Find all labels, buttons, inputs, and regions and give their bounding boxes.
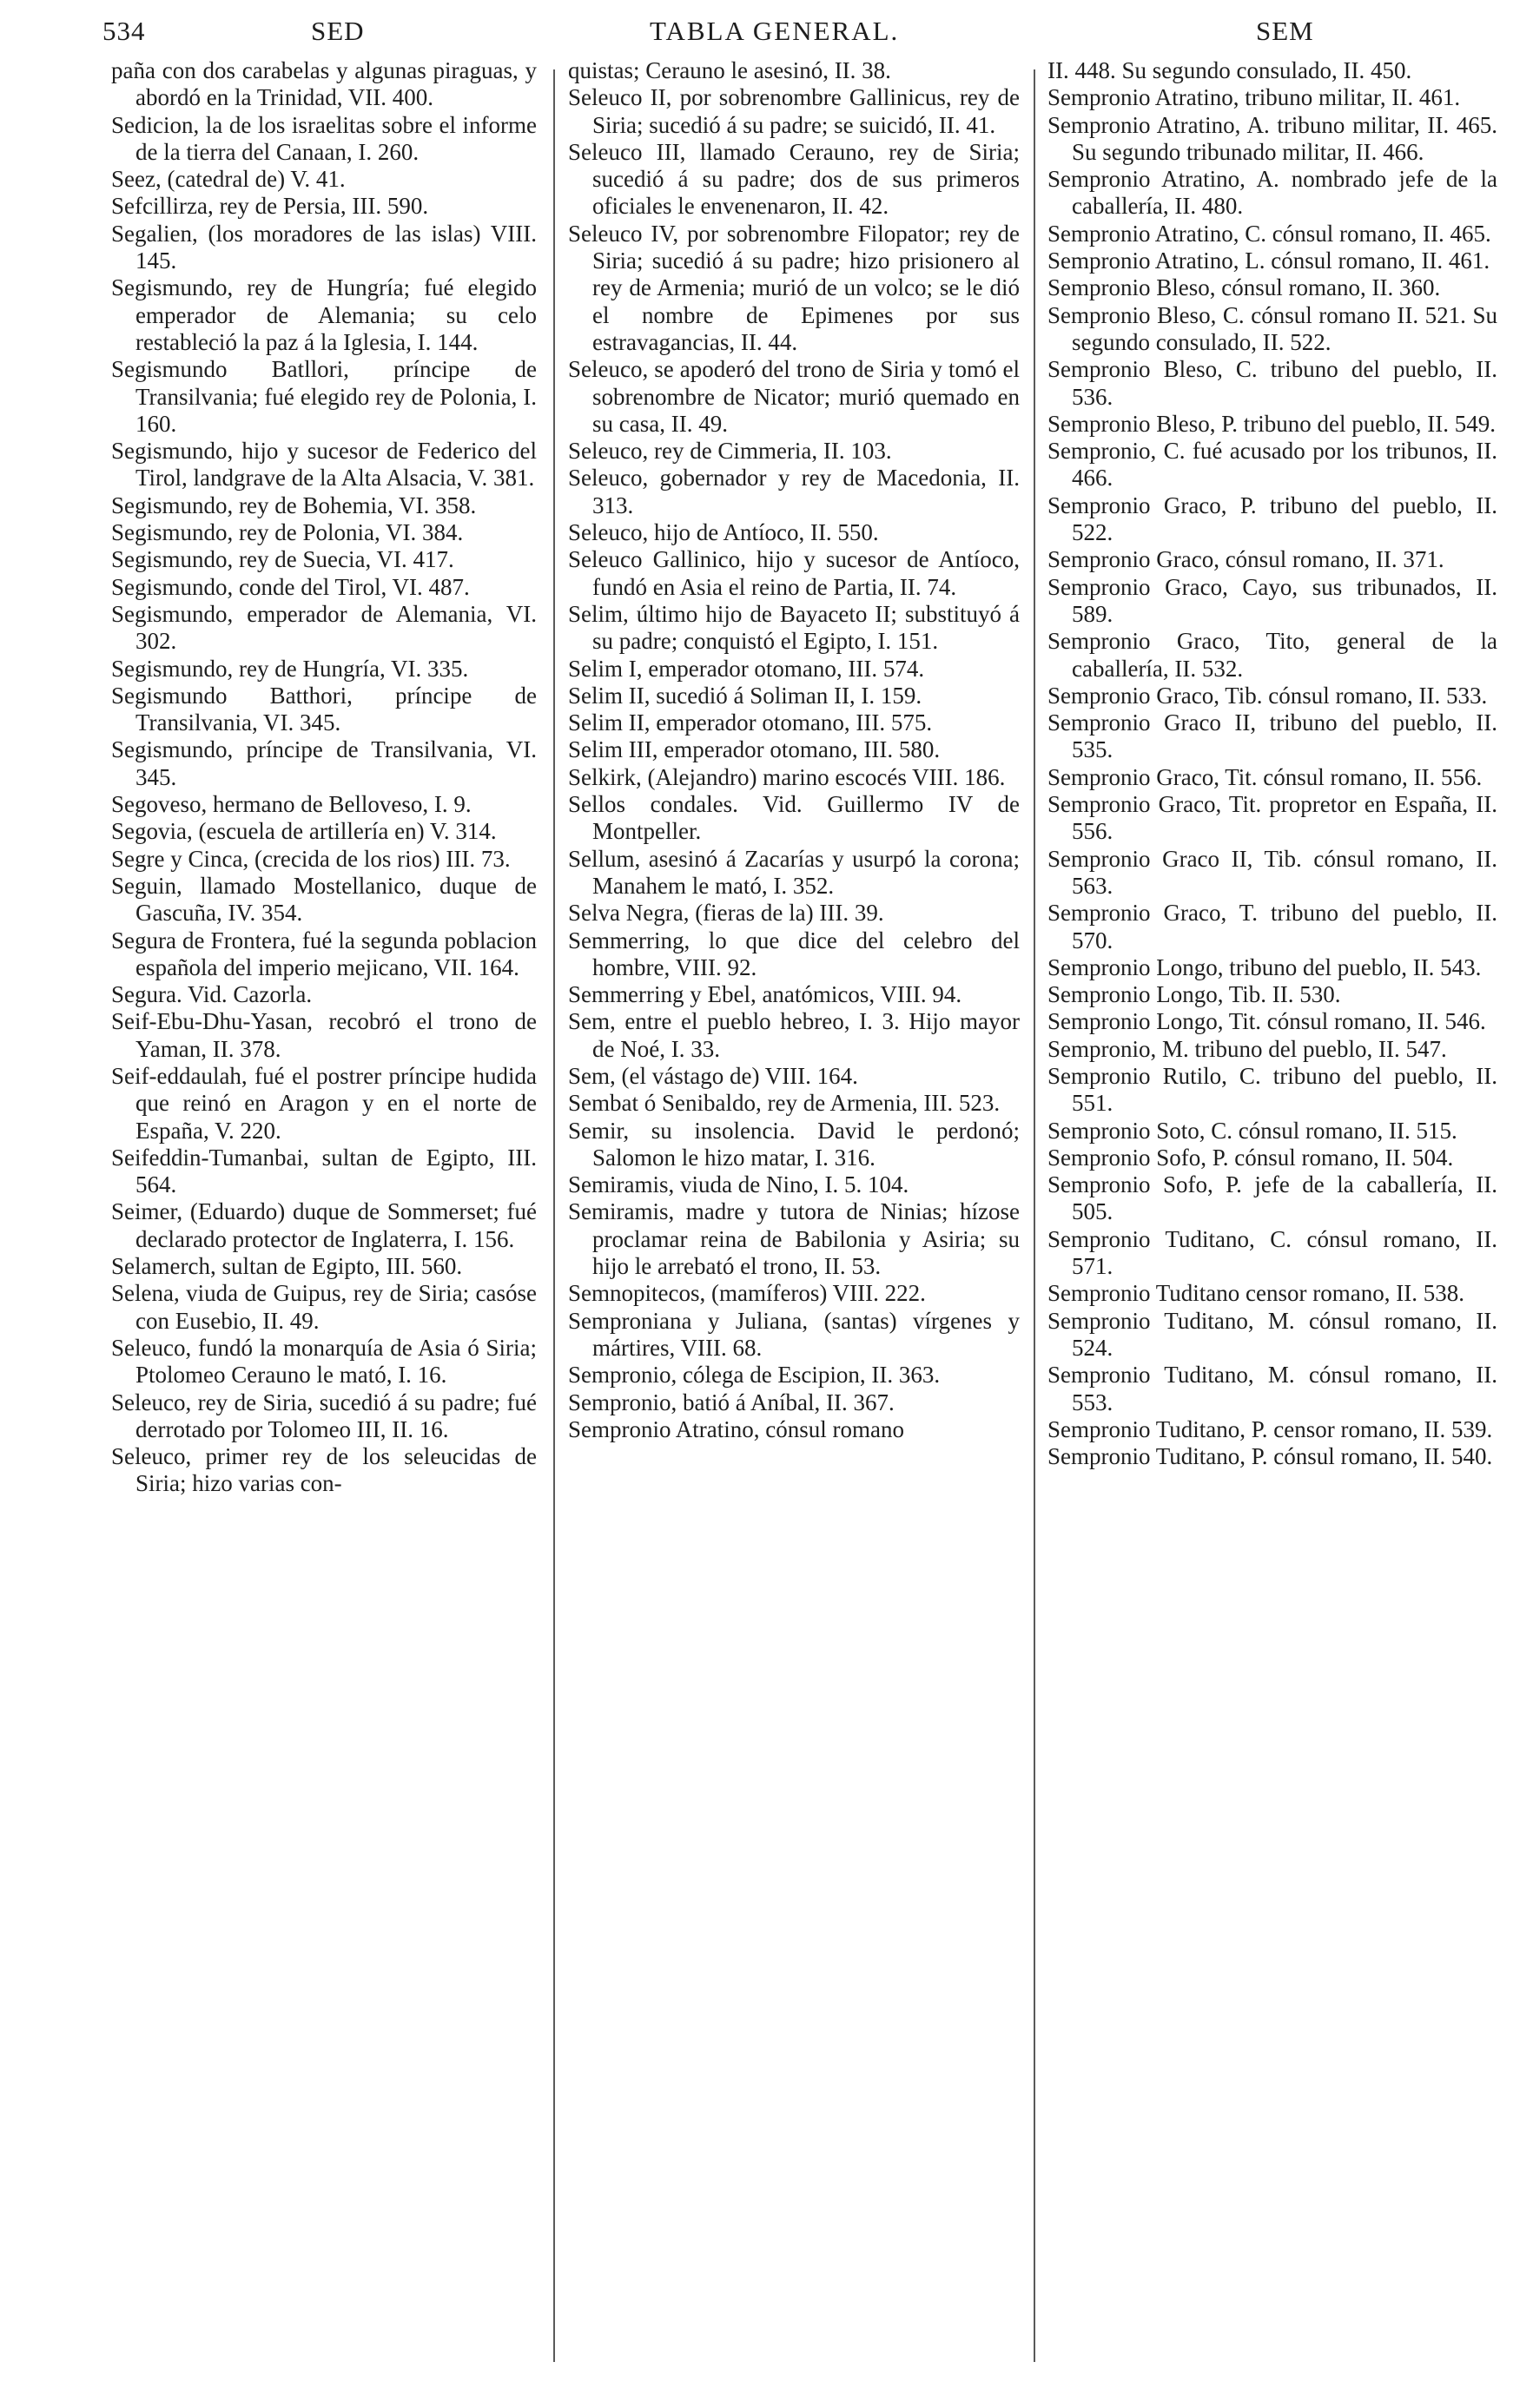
- index-column-3: [1047, 57, 1497, 1470]
- page-number: 534: [102, 16, 146, 46]
- index-entry: Sempronio Bleso, cónsul romano, II. 360.: [1047, 274, 1441, 301]
- index-entry: Segismundo, rey de Suecia, VI. 417.: [111, 546, 454, 573]
- index-entry: Selim I, emperador otomano, III. 574.: [568, 655, 925, 682]
- index-entry: Seleuco, primer rey de los seleucidas de Siria; hizo varias con-: [111, 1443, 537, 1497]
- index-entry: Sempronio Atratino, A. tribuno militar, II. 465. Su segundo tribunado militar, II. 466.: [1047, 111, 1497, 165]
- header-left-guide-word: SED: [311, 16, 365, 46]
- index-entry: Sempronio Atratino, cónsul romano: [568, 1415, 904, 1442]
- index-entry: Selkirk, (Alejandro) marino escocés VIII. 186.: [568, 763, 1006, 790]
- index-entry: Sempronio Tuditano, P. censor romano, II. 539.: [1047, 1415, 1493, 1442]
- index-entry: Segoveso, hermano de Belloveso, I. 9.: [111, 791, 472, 818]
- index-entry: Sempronio, M. tribuno del pueblo, II. 547.: [1047, 1035, 1447, 1062]
- index-entry: Seleuco IV, por sobrenombre Filopator; rey de Siria; sucedió á su padre; hizo prisionero al rey de Armenia; murió de un volco; se le dió el nombre de Epimenes por sus estravagancias, II. 44.: [568, 220, 1020, 355]
- index-entry: Sempronio Tuditano, M. cónsul romano, II. 553.: [1047, 1362, 1497, 1415]
- index-entry: Segismundo Batllori, príncipe de Transilvania; fué elegido rey de Polonia, I. 160.: [111, 356, 537, 437]
- index-entry: Sempronio Graco, P. tribuno del pueblo, II. 522.: [1047, 491, 1497, 546]
- index-column-2: [568, 57, 1020, 1443]
- index-entry: Segre y Cinca, (crecida de los rios) III. 73.: [111, 845, 511, 872]
- index-column-1: [111, 57, 537, 1498]
- index-entry: Segismundo, hijo y sucesor de Federico del Tirol, landgrave de la Alta Alsacia, V. 381.: [111, 438, 537, 491]
- index-entry: Seleuco, hijo de Antíoco, II. 550.: [568, 519, 879, 546]
- index-entry: Selim II, emperador otomano, III. 575.: [568, 709, 933, 736]
- index-entry: Selim III, emperador otomano, III. 580.: [568, 736, 941, 763]
- index-entry: Sempronio, C. fué acusado por los tribunos, II. 466.: [1047, 438, 1497, 491]
- index-entry: paña con dos carabelas y algunas piraguas, y abordó en la Trinidad, VII. 400.: [111, 57, 537, 111]
- running-header: [102, 16, 1492, 59]
- index-entry: Selena, viuda de Guipus, rey de Siria; casóse con Eusebio, II. 49.: [111, 1280, 537, 1334]
- index-entry: Sellos condales. Vid. Guillermo IV de Montpeller.: [568, 791, 1020, 845]
- index-entry: Sempronio Tuditano censor romano, II. 538.: [1047, 1280, 1464, 1307]
- index-entry: Semmerring y Ebel, anatómicos, VIII. 94.: [568, 981, 962, 1008]
- index-entry: Sempronio, cólega de Escipion, II. 363.: [568, 1362, 941, 1389]
- index-entry: Segovia, (escuela de artillería en) V. 314.: [111, 818, 497, 845]
- index-entry: Segismundo, rey de Polonia, VI. 384.: [111, 519, 464, 546]
- index-entry: Seez, (catedral de) V. 41.: [111, 166, 346, 193]
- index-entry: Segismundo, conde del Tirol, VI. 487.: [111, 573, 470, 600]
- index-entry: Sempronio, batió á Aníbal, II. 367.: [568, 1389, 895, 1415]
- index-entry: Segismundo Batthori, príncipe de Transilvania, VI. 345.: [111, 682, 537, 736]
- index-entry: Selva Negra, (fieras de la) III. 39.: [568, 900, 884, 927]
- index-entry: Seleuco III, llamado Cerauno, rey de Siria; sucedió á su padre; dos de sus primeros oficiales le envenenaron, II. 42.: [568, 138, 1020, 220]
- index-entry: Sempronio Graco, Tit. cónsul romano, II. 556.: [1047, 763, 1483, 790]
- index-entry: Sempronio Longo, Tit. cónsul romano, II. 546.: [1047, 1008, 1486, 1035]
- index-entry: Sempronio Graco, T. tribuno del pueblo, II. 570.: [1047, 900, 1497, 953]
- index-entry: Seleuco, gobernador y rey de Macedonia, II. 313.: [568, 465, 1020, 518]
- index-entry: Seif-Ebu-Dhu-Yasan, recobró el trono de Yaman, II. 378.: [111, 1008, 537, 1062]
- index-entry: Sempronio Graco, Cayo, sus tribunados, II. 589.: [1047, 573, 1497, 627]
- index-entry: Sempronio Graco, Tib. cónsul romano, II. 533.: [1047, 682, 1488, 709]
- index-entry: Sempronio Atratino, C. cónsul romano, II. 465.: [1047, 220, 1491, 247]
- index-entry: Semmerring, lo que dice del celebro del hombre, VIII. 92.: [568, 927, 1020, 980]
- index-entry: Seimer, (Eduardo) duque de Sommerset; fué declarado protector de Inglaterra, I. 156.: [111, 1198, 537, 1252]
- index-entry: Seguin, llamado Mostellanico, duque de Gascuña, IV. 354.: [111, 872, 537, 927]
- index-entry: Sempronio Atratino, A. nombrado jefe de la caballería, II. 480.: [1047, 166, 1497, 220]
- index-entry: Seleuco Gallinico, hijo y sucesor de Antíoco, fundó en Asia el reino de Partia, II. 74.: [568, 546, 1020, 600]
- index-entry: Sempronio Tuditano, M. cónsul romano, II. 524.: [1047, 1307, 1497, 1361]
- index-entry: Semproniana y Juliana, (santas) vírgenes y mártires, VIII. 68.: [568, 1307, 1020, 1361]
- index-entry: Segismundo, emperador de Alemania, VI. 302.: [111, 600, 537, 655]
- index-entry: Sempronio Graco, Tit. propretor en España, II. 556.: [1047, 791, 1497, 845]
- index-entry: Semir, su insolencia. David le perdonó; Salomon le hizo matar, I. 316.: [568, 1117, 1020, 1171]
- index-entry: Selim II, sucedió á Soliman II, I. 159.: [568, 682, 922, 709]
- index-entry: Sedicion, la de los israelitas sobre el informe de la tierra del Canaan, I. 260.: [111, 111, 537, 165]
- index-entry: Sempronio Rutilo, C. tribuno del pueblo, II. 551.: [1047, 1062, 1497, 1117]
- index-entry: Sempronio Atratino, tribuno militar, II. 461.: [1047, 84, 1461, 111]
- index-entry: Seleuco, rey de Siria, sucedió á su padre; fué derrotado por Tolomeo III, II. 16.: [111, 1389, 537, 1442]
- index-entry: Sempronio Bleso, C. tribuno del pueblo, II. 536.: [1047, 356, 1497, 410]
- column-divider: [553, 69, 555, 2362]
- index-entry: Sempronio Tuditano, P. cónsul romano, II. 540.: [1047, 1443, 1493, 1470]
- index-entry: Sempronio Longo, tribuno del pueblo, II. 543.: [1047, 953, 1482, 980]
- index-entry: Segismundo, rey de Hungría, VI. 335.: [111, 655, 469, 682]
- index-entry: Sempronio Tuditano, C. cónsul romano, II. 571.: [1047, 1225, 1497, 1280]
- index-entry: Segismundo, rey de Hungría; fué elegido emperador de Alemania; su celo restableció la paz á la Iglesia, I. 144.: [111, 274, 537, 355]
- index-entry: quistas; Cerauno le asesinó, II. 38.: [568, 57, 891, 83]
- header-right-guide-word: SEM: [1256, 16, 1314, 46]
- index-entry: Sempronio Graco II, tribuno del pueblo, II. 535.: [1047, 709, 1497, 763]
- index-entry: Semiramis, madre y tutora de Ninias; hízose proclamar reina de Babilonia y Asiria; su hijo le arrebató el trono, II. 53.: [568, 1198, 1020, 1280]
- index-entry: Segismundo, príncipe de Transilvania, VI. 345.: [111, 736, 537, 790]
- index-entry: II. 448. Su segundo consulado, II. 450.: [1047, 57, 1412, 83]
- index-entry: Semiramis, viuda de Nino, I. 5. 104.: [568, 1171, 909, 1198]
- column-divider: [1034, 69, 1035, 2362]
- header-title: TABLA GENERAL.: [650, 16, 900, 46]
- index-entry: Semnopitecos, (mamíferos) VIII. 222.: [568, 1280, 926, 1307]
- index-entry: Seifeddin-Tumanbai, sultan de Egipto, III. 564.: [111, 1144, 537, 1198]
- index-entry: Seleuco, rey de Cimmeria, II. 103.: [568, 438, 892, 465]
- index-entry: Seleuco II, por sobrenombre Gallinicus, rey de Siria; sucedió á su padre; se suicidó, II. 41.: [568, 84, 1020, 138]
- index-entry: Selamerch, sultan de Egipto, III. 560.: [111, 1253, 463, 1280]
- index-entry: Seif-eddaulah, fué el postrer príncipe hudida que reinó en Aragon y en el norte de España, V. 220.: [111, 1062, 537, 1144]
- index-entry: Seleuco, fundó la monarquía de Asia ó Siria; Ptolomeo Cerauno le mató, I. 16.: [111, 1334, 537, 1389]
- index-entry: Selim, último hijo de Bayaceto II; substituyó á su padre; conquistó el Egipto, I. 151.: [568, 600, 1020, 655]
- index-entry: Segalien, (los moradores de las islas) VIII. 145.: [111, 220, 537, 274]
- index-entry: Sempronio Bleso, P. tribuno del pueblo, II. 549.: [1047, 410, 1496, 437]
- index-entry: Sempronio Graco, Tito, general de la caballería, II. 532.: [1047, 628, 1497, 682]
- index-entry: Sempronio Graco, cónsul romano, II. 371.: [1047, 546, 1444, 573]
- index-entry: Seleuco, se apoderó del trono de Siria y tomó el sobrenombre de Nicator; murió quemado en su casa, II. 49.: [568, 356, 1020, 437]
- index-entry: Sempronio Sofo, P. cónsul romano, II. 504.: [1047, 1144, 1454, 1171]
- index-entry: Sembat ó Senibaldo, rey de Armenia, III. 523.: [568, 1090, 1001, 1117]
- index-entry: Sempronio Bleso, C. cónsul romano II. 521. Su segundo consulado, II. 522.: [1047, 301, 1497, 355]
- index-entry: Sellum, asesinó á Zacarías y usurpó la corona; Manahem le mató, I. 352.: [568, 845, 1020, 899]
- index-entry: Sefcillirza, rey de Persia, III. 590.: [111, 193, 429, 220]
- index-entry: Sempronio Soto, C. cónsul romano, II. 515.: [1047, 1117, 1457, 1144]
- index-entry: Sem, entre el pueblo hebreo, I. 3. Hijo mayor de Noé, I. 33.: [568, 1008, 1020, 1062]
- index-entry: Sempronio Longo, Tib. II. 530.: [1047, 981, 1341, 1008]
- index-entry: Sem, (el vástago de) VIII. 164.: [568, 1062, 858, 1089]
- index-entry: Segura. Vid. Cazorla.: [111, 981, 313, 1008]
- index-entry: Sempronio Atratino, L. cónsul romano, II. 461.: [1047, 247, 1490, 274]
- index-entry: Segismundo, rey de Bohemia, VI. 358.: [111, 491, 477, 518]
- index-entry: Sempronio Graco II, Tib. cónsul romano, II. 563.: [1047, 845, 1497, 899]
- index-entry: Segura de Frontera, fué la segunda poblacion española del imperio mejicano, VII. 164.: [111, 927, 537, 980]
- index-entry: Sempronio Sofo, P. jefe de la caballería, II. 505.: [1047, 1171, 1497, 1225]
